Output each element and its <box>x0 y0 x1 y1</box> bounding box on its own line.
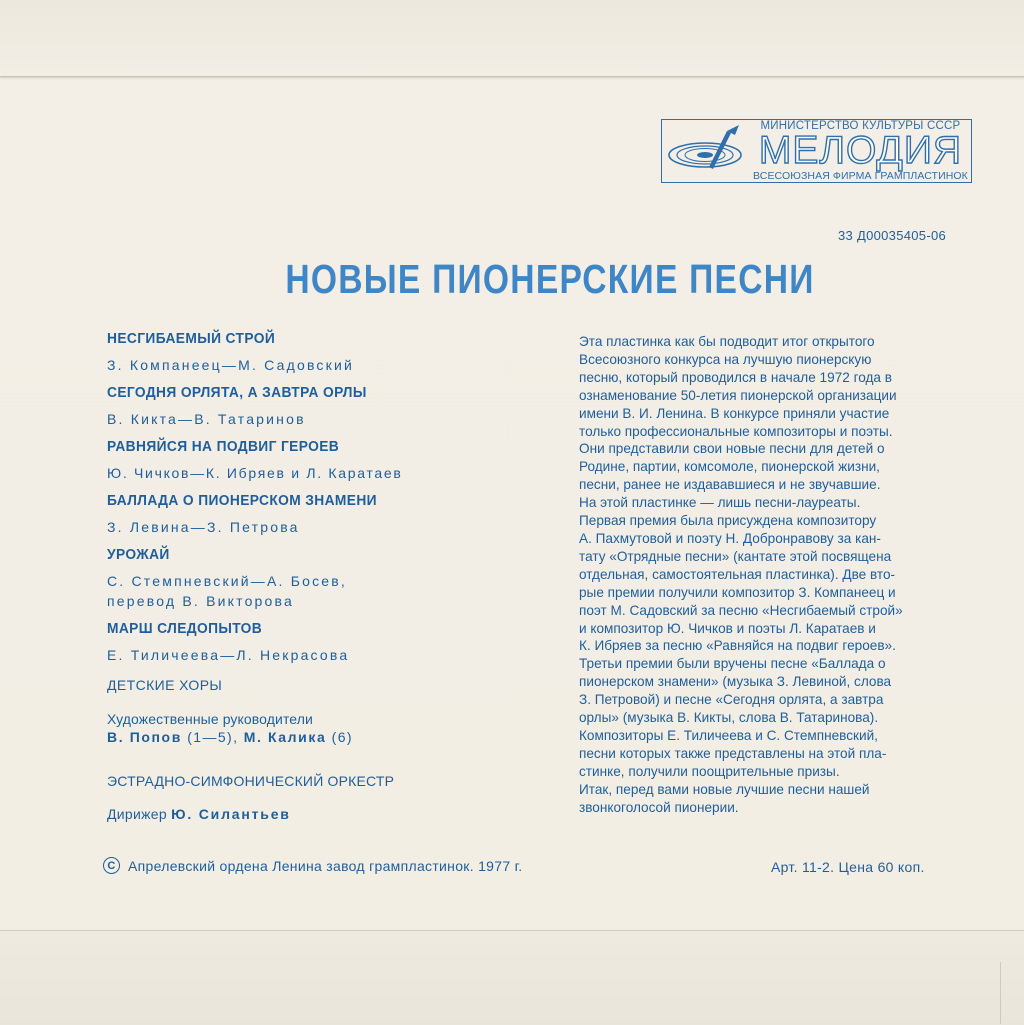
description-line: Композиторы Е. Тиличеева и С. Стемпневский, <box>579 727 878 743</box>
track-authors: С. Стемпневский—А. Босев, <box>107 573 348 589</box>
description-line: пионерском знамени» (музыка З. Левиной, слова <box>579 674 892 690</box>
album-description <box>557 333 973 816</box>
description-line: К. Ибряев за песню «Равняйся на подвиг героев». <box>579 638 896 654</box>
track-list <box>107 330 547 674</box>
logo-ministry-text: МИНИСТЕРСТВО КУЛЬТУРЫ СССР <box>760 120 961 132</box>
album-title: НОВЫЕ ПИОНЕРСКИЕ ПЕСНИ <box>285 256 815 302</box>
description-line: Третьи премии были вручены песне «Баллада о <box>579 656 886 672</box>
description-line: звонкоголосой пионерии. <box>579 799 739 815</box>
description-line: Родине, партии, комсомоле, пионерской жизни, <box>579 459 880 475</box>
description-line: отдельная, самостоятельная пластинка). Две вто- <box>579 566 896 582</box>
leader-2: М. Калика <box>243 729 327 745</box>
sleeve-bottom-fold <box>0 962 1001 1024</box>
description-line: поэт М. Садовский за песню «Несгибаемый строй» <box>579 602 903 618</box>
description-line: З. Петровой) и песне «Сегодня орлята, а завтра <box>579 692 884 708</box>
track-item <box>107 384 547 429</box>
leader-1-tracks: (1—5), <box>187 729 239 745</box>
track-title: МАРШ СЛЕДОПЫТОВ <box>107 621 263 637</box>
track-item <box>107 492 547 537</box>
track-item <box>107 330 547 375</box>
description-paragraph-3 <box>557 781 973 817</box>
publisher-text: Апрелевский ордена Ленина завод грампластинок. 1977 г. <box>128 857 523 874</box>
track-authors: Е. Тиличеева—Л. Некрасова <box>107 647 350 663</box>
description-line: А. Пахмутовой и поэту Н. Добронравову за кан- <box>579 530 881 546</box>
melodiya-logo <box>661 119 972 183</box>
copyright-icon: C <box>103 857 120 874</box>
description-line: только профессиональные композиторы и поэты. <box>579 423 893 439</box>
leaders-names <box>107 729 353 745</box>
description-line: песню, который проводился в начале 1972 года в <box>579 369 892 385</box>
description-line: На этой пластинке — лишь песни-лауреаты. <box>579 495 861 511</box>
conductor <box>107 806 291 822</box>
description-line: рые премии получили композитор З. Компанеец и <box>579 584 896 600</box>
conductor-name: Ю. Силантьев <box>171 806 291 822</box>
description-line: Эта пластинка как бы подводит итог открытого <box>579 334 875 349</box>
track-title: СЕГОДНЯ ОРЛЯТА, А ЗАВТРА ОРЛЫ <box>107 385 367 401</box>
orchestra-label: ЭСТРАДНО-СИМФОНИЧЕСКИЙ ОРКЕСТР <box>107 773 395 789</box>
description-line: Итак, перед вами новые лучшие песни нашей <box>579 781 870 797</box>
description-line: Всесоюзного конкурса на лучшую пионерскую <box>579 351 872 367</box>
track-authors: З. Левина—З. Петрова <box>107 519 300 535</box>
description-paragraph-2 <box>557 494 973 781</box>
track-title: РАВНЯЙСЯ НА ПОДВИГ ГЕРОЕВ <box>107 439 340 455</box>
description-paragraph-1 <box>557 333 973 494</box>
track-authors: Ю. Чичков—К. Ибряев и Л. Каратаев <box>107 465 403 481</box>
price-text: Арт. 11-2. Цена 60 коп. <box>771 859 925 875</box>
track-title: БАЛЛАДА О ПИОНЕРСКОМ ЗНАМЕНИ <box>107 493 377 509</box>
description-line: имени В. И. Ленина. В конкурсе приняли участие <box>579 405 890 421</box>
description-line: песни которых также представлены на этой пла- <box>579 745 887 761</box>
track-item <box>107 546 547 611</box>
logo-firm-text: ВСЕСОЮЗНАЯ ФИРМА ГРАМПЛАСТИНОК <box>753 170 968 182</box>
track-item <box>107 438 547 483</box>
track-authors: В. Кикта—В. Татаринов <box>107 411 306 427</box>
catalog-number: 33 Д00035405-06 <box>838 228 947 243</box>
conductor-label: Дирижер <box>107 806 167 822</box>
track-item <box>107 620 547 665</box>
track-authors: З. Компанеец—М. Садовский <box>107 357 354 373</box>
description-line: Первая премия была присуждена композитору <box>579 513 877 529</box>
publisher-line <box>103 857 523 874</box>
leader-1: В. Попов <box>107 729 182 745</box>
track-title: УРОЖАЙ <box>107 547 170 563</box>
melodiya-emblem-icon <box>665 121 751 181</box>
description-line: тату «Отрядные песни» (кантате этой посвящена <box>579 548 892 564</box>
sleeve-top-flap <box>0 0 1024 77</box>
leaders-label: Художественные руководители <box>107 711 313 727</box>
description-line: орлы» (музыка В. Кикты, слова В. Татаринова). <box>579 710 879 726</box>
track-translation: перевод В. Викторова <box>107 593 294 609</box>
choirs-label: ДЕТСКИЕ ХОРЫ <box>107 677 223 693</box>
track-title: НЕСГИБАЕМЫЙ СТРОЙ <box>107 331 276 347</box>
description-line: Они представили свои новые песни для детей о <box>579 441 885 457</box>
description-line: ознаменование 50-летия пионерской организации <box>579 387 897 403</box>
description-line: и композитор Ю. Чичков и поэты Л. Каратаев и <box>579 620 876 636</box>
description-line: песни, ранее не издававшиеся и не звучавшие. <box>579 477 881 493</box>
description-line: стинке, получили поощрительные призы. <box>579 763 840 779</box>
leader-2-tracks: (6) <box>331 729 353 745</box>
logo-brand-text: МЕЛОДИЯ <box>758 129 963 172</box>
